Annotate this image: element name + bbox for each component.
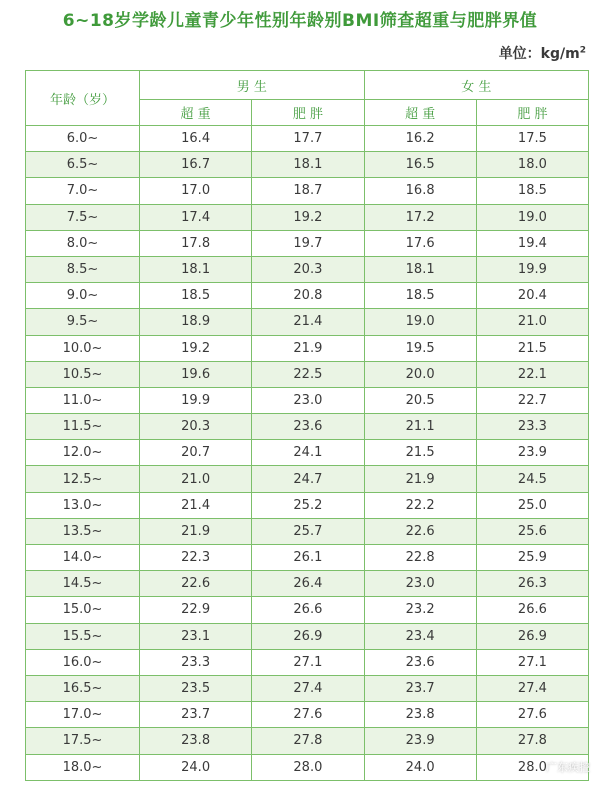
watermark: 广东疾控 [546,761,590,774]
age-cell: 6.0~ [26,126,140,152]
male-overweight-cell: 19.9 [140,387,252,413]
age-cell: 11.5~ [26,414,140,440]
table-row [26,361,589,387]
male-obese-cell: 26.6 [252,597,364,623]
male-obese-cell: 21.9 [252,335,364,361]
male-obese-cell: 25.2 [252,492,364,518]
female-obese-cell: 23.3 [476,414,588,440]
age-cell: 18.0~ [26,754,140,780]
male-obese-cell: 24.7 [252,466,364,492]
female-overweight-cell: 16.5 [364,152,476,178]
bmi-cutoff-table [25,70,589,781]
table-row [26,571,589,597]
female-obese-cell: 27.1 [476,649,588,675]
female-overweight-cell: 23.9 [364,728,476,754]
age-cell: 12.5~ [26,466,140,492]
table-row [26,230,589,256]
female-overweight-cell: 21.1 [364,414,476,440]
female-obese-cell: 22.7 [476,387,588,413]
female-overweight-cell: 16.8 [364,178,476,204]
male-obese-cell: 27.8 [252,728,364,754]
female-obese-cell: 18.0 [476,152,588,178]
female-overweight-cell: 17.6 [364,230,476,256]
female-overweight-cell: 23.6 [364,649,476,675]
age-cell: 17.5~ [26,728,140,754]
female-overweight-cell: 23.2 [364,597,476,623]
page-title: 6~18岁学龄儿童青少年性别年龄别BMI筛查超重与肥胖界值 [62,11,538,31]
male-obese-cell: 21.4 [252,309,364,335]
female-obese-cell: 17.5 [476,126,588,152]
male-obese-cell: 20.8 [252,283,364,309]
table-row [26,309,589,335]
male-obese-cell: 26.9 [252,623,364,649]
female-overweight-cell: 20.5 [364,387,476,413]
header-age: 年龄（岁） [26,71,140,126]
male-obese-cell: 23.0 [252,387,364,413]
table-row [26,335,589,361]
age-cell: 13.5~ [26,518,140,544]
age-cell: 7.0~ [26,178,140,204]
female-obese-cell: 27.6 [476,702,588,728]
table-row [26,283,589,309]
table-row [26,178,589,204]
female-overweight-cell: 23.7 [364,675,476,701]
table-row [26,754,589,780]
male-obese-cell: 28.0 [252,754,364,780]
female-obese-cell: 21.0 [476,309,588,335]
table-row [26,545,589,571]
male-overweight-cell: 18.9 [140,309,252,335]
female-obese-cell: 25.9 [476,545,588,571]
male-overweight-cell: 22.6 [140,571,252,597]
table-header [26,71,589,126]
male-overweight-cell: 16.4 [140,126,252,152]
male-overweight-cell: 22.9 [140,597,252,623]
male-overweight-cell: 21.0 [140,466,252,492]
age-cell: 10.0~ [26,335,140,361]
table-row [26,492,589,518]
female-overweight-cell: 17.2 [364,204,476,230]
age-cell: 9.0~ [26,283,140,309]
table-row [26,126,589,152]
age-cell: 15.0~ [26,597,140,623]
female-obese-cell: 19.4 [476,230,588,256]
table-row [26,440,589,466]
age-cell: 14.5~ [26,571,140,597]
female-obese-cell: 21.5 [476,335,588,361]
header-male-obese: 肥 胖 [252,100,364,126]
male-overweight-cell: 22.3 [140,545,252,571]
male-overweight-cell: 20.3 [140,414,252,440]
male-overweight-cell: 24.0 [140,754,252,780]
female-overweight-cell: 21.9 [364,466,476,492]
female-overweight-cell: 18.1 [364,256,476,282]
male-obese-cell: 17.7 [252,126,364,152]
table-row [26,623,589,649]
table-row [26,152,589,178]
age-cell: 12.0~ [26,440,140,466]
female-obese-cell: 23.9 [476,440,588,466]
female-obese-cell: 22.1 [476,361,588,387]
age-cell: 6.5~ [26,152,140,178]
table-body [26,126,589,781]
male-overweight-cell: 20.7 [140,440,252,466]
male-overweight-cell: 19.2 [140,335,252,361]
female-obese-cell: 26.3 [476,571,588,597]
male-obese-cell: 27.1 [252,649,364,675]
male-obese-cell: 26.4 [252,571,364,597]
age-cell: 11.0~ [26,387,140,413]
female-obese-cell: 25.6 [476,518,588,544]
female-overweight-cell: 19.5 [364,335,476,361]
male-overweight-cell: 17.0 [140,178,252,204]
female-overweight-cell: 24.0 [364,754,476,780]
female-overweight-cell: 20.0 [364,361,476,387]
table-row [26,414,589,440]
age-cell: 14.0~ [26,545,140,571]
male-obese-cell: 25.7 [252,518,364,544]
male-overweight-cell: 17.4 [140,204,252,230]
age-cell: 13.0~ [26,492,140,518]
female-obese-cell: 26.6 [476,597,588,623]
header-male: 男 生 [140,71,365,100]
female-obese-cell: 26.9 [476,623,588,649]
male-overweight-cell: 23.8 [140,728,252,754]
female-obese-cell: 19.9 [476,256,588,282]
header-female-obese: 肥 胖 [476,100,588,126]
female-overweight-cell: 18.5 [364,283,476,309]
male-overweight-cell: 17.8 [140,230,252,256]
female-obese-cell: 18.5 [476,178,588,204]
female-obese-cell: 24.5 [476,466,588,492]
female-overweight-cell: 22.2 [364,492,476,518]
female-obese-cell: 20.4 [476,283,588,309]
male-overweight-cell: 21.4 [140,492,252,518]
male-overweight-cell: 18.5 [140,283,252,309]
table-row [26,518,589,544]
male-obese-cell: 18.1 [252,152,364,178]
age-cell: 15.5~ [26,623,140,649]
header-female-overweight: 超 重 [364,100,476,126]
male-obese-cell: 18.7 [252,178,364,204]
male-obese-cell: 27.6 [252,702,364,728]
male-obese-cell: 22.5 [252,361,364,387]
table-row [26,728,589,754]
table-row [26,466,589,492]
table-row [26,702,589,728]
table-row [26,597,589,623]
female-obese-cell: 27.8 [476,728,588,754]
male-overweight-cell: 23.3 [140,649,252,675]
header-female: 女 生 [364,71,589,100]
male-overweight-cell: 18.1 [140,256,252,282]
age-cell: 8.5~ [26,256,140,282]
male-overweight-cell: 16.7 [140,152,252,178]
table-row [26,387,589,413]
male-obese-cell: 19.7 [252,230,364,256]
female-overweight-cell: 19.0 [364,309,476,335]
female-overweight-cell: 23.4 [364,623,476,649]
age-cell: 10.5~ [26,361,140,387]
age-cell: 16.5~ [26,675,140,701]
female-obese-cell: 25.0 [476,492,588,518]
table-row [26,675,589,701]
table-row [26,649,589,675]
male-obese-cell: 24.1 [252,440,364,466]
female-obese-cell: 28.0 [476,754,588,780]
male-obese-cell: 19.2 [252,204,364,230]
unit-superscript: 2 [579,45,586,56]
female-overweight-cell: 22.6 [364,518,476,544]
male-obese-cell: 20.3 [252,256,364,282]
female-overweight-cell: 23.8 [364,702,476,728]
male-overweight-cell: 23.1 [140,623,252,649]
male-overweight-cell: 23.5 [140,675,252,701]
age-cell: 8.0~ [26,230,140,256]
male-obese-cell: 26.1 [252,545,364,571]
female-overweight-cell: 22.8 [364,545,476,571]
male-overweight-cell: 21.9 [140,518,252,544]
female-obese-cell: 19.0 [476,204,588,230]
female-obese-cell: 27.4 [476,675,588,701]
table-row [26,256,589,282]
unit-text: 单位：kg/m [498,46,580,62]
age-cell: 17.0~ [26,702,140,728]
age-cell: 9.5~ [26,309,140,335]
male-overweight-cell: 23.7 [140,702,252,728]
female-overweight-cell: 16.2 [364,126,476,152]
unit-label [499,43,586,63]
age-cell: 7.5~ [26,204,140,230]
male-obese-cell: 27.4 [252,675,364,701]
age-cell: 16.0~ [26,649,140,675]
female-overweight-cell: 23.0 [364,571,476,597]
table-row [26,204,589,230]
header-male-overweight: 超 重 [140,100,252,126]
female-overweight-cell: 21.5 [364,440,476,466]
male-obese-cell: 23.6 [252,414,364,440]
male-overweight-cell: 19.6 [140,361,252,387]
